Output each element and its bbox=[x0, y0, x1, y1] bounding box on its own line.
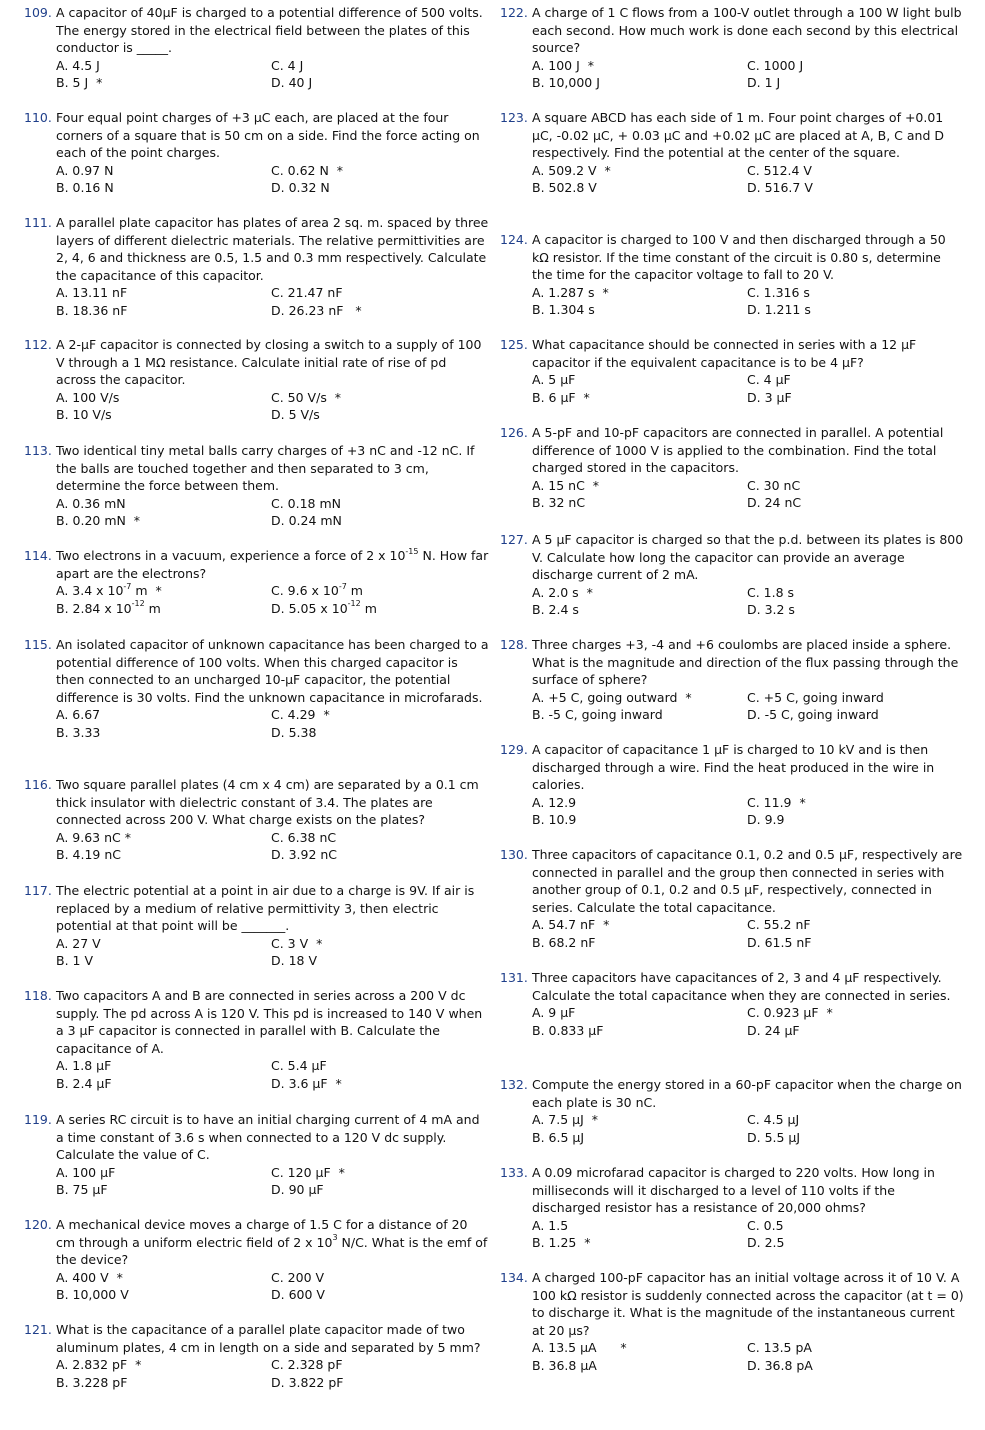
answer-option: A. 1.8 μF bbox=[56, 1058, 112, 1073]
answer-options bbox=[56, 57, 489, 92]
answer-options bbox=[532, 1111, 965, 1146]
question-115 bbox=[24, 636, 489, 741]
question-text: A capacitor of capacitance 1 μF is charged to 10 kV and is then discharged through a wire. Find the heat produced in the wire in calories. bbox=[532, 742, 935, 792]
answer-options bbox=[532, 477, 965, 512]
answer-option: C. 0.923 μF * bbox=[747, 1005, 833, 1020]
question-header bbox=[24, 4, 489, 57]
question-133 bbox=[500, 1164, 965, 1252]
question-text: Two identical tiny metal balls carry charges of +3 nC and -12 nC. If the balls are touched together and then separated to 3 cm, determine the force between them. bbox=[56, 443, 475, 493]
answer-option: B. 0.16 N bbox=[56, 180, 114, 195]
answer-option: D. 5.05 x $10^{-12}$ m bbox=[271, 599, 377, 616]
question-text: Compute the energy stored in a 60-pF capacitor when the charge on each plate is 30 nC. bbox=[532, 1077, 962, 1110]
question-number: 127. bbox=[500, 532, 528, 547]
question-number: 134. bbox=[500, 1270, 528, 1285]
question-header bbox=[24, 1216, 489, 1269]
answer-options bbox=[56, 706, 489, 741]
question-130 bbox=[500, 846, 965, 951]
question-117 bbox=[24, 882, 489, 970]
answer-option: D. 9.9 bbox=[747, 812, 785, 827]
question-number: 119. bbox=[24, 1112, 52, 1127]
question-number: 133. bbox=[500, 1165, 528, 1180]
answer-option: D. 18 V bbox=[271, 953, 318, 968]
question-131 bbox=[500, 969, 965, 1039]
question-header bbox=[500, 109, 965, 162]
question-113 bbox=[24, 442, 489, 530]
answer-option: D. 1.211 s bbox=[747, 302, 811, 317]
question-header bbox=[500, 846, 965, 916]
answer-option: A. 13.5 μA * bbox=[532, 1340, 627, 1355]
question-header bbox=[500, 531, 965, 584]
answer-option: D. 40 J bbox=[271, 75, 313, 90]
answer-options bbox=[532, 162, 965, 197]
question-text: Two electrons in a vacuum, experience a force of 2 x $10^{-15}$ N. How far apart are the electrons? bbox=[56, 546, 489, 581]
question-123 bbox=[500, 109, 965, 197]
answer-option: B. 0.833 μF bbox=[532, 1022, 604, 1038]
answer-options bbox=[532, 916, 965, 951]
answer-option: C. 3 V * bbox=[271, 935, 323, 951]
answer-options bbox=[56, 284, 489, 319]
question-number: 121. bbox=[24, 1322, 52, 1337]
question-text: Three capacitors of capacitance 0.1, 0.2 and 0.5 μF, respectively are connected in parallel and the group then connected in series with another group of 0.1, 0.2 and 0.5 μF, respectively, connected in series. Calculate the total capacitance. bbox=[532, 847, 963, 915]
question-text: A 5-pF and 10-pF capacitors are connected in parallel. A potential difference of 1000 V is applied to the combination. Find the total charged stored in the capacitors. bbox=[532, 425, 944, 475]
answer-option: C. +5 C, going inward bbox=[747, 689, 884, 705]
answer-option: B. 5 J * bbox=[56, 75, 103, 90]
answer-option: B. 6 μF * bbox=[532, 389, 590, 405]
answer-option: B. 36.8 μA bbox=[532, 1357, 597, 1373]
answer-option: C. 55.2 nF bbox=[747, 917, 811, 932]
answer-option: A. 12.9 bbox=[532, 794, 577, 810]
question-number: 126. bbox=[500, 425, 528, 440]
question-120 bbox=[24, 1216, 489, 1304]
question-header bbox=[500, 1076, 965, 1111]
question-121 bbox=[24, 1321, 489, 1391]
answer-option: D. 5.5 μJ bbox=[747, 1129, 801, 1145]
answer-option: A. 0.36 mN bbox=[56, 495, 126, 511]
question-116 bbox=[24, 776, 489, 864]
answer-option: A. 5 μF bbox=[532, 372, 576, 387]
answer-option: C. 1000 J bbox=[747, 57, 804, 73]
question-number: 122. bbox=[500, 5, 528, 20]
answer-option: D. 0.24 mN bbox=[271, 513, 342, 528]
answer-option: C. 512.4 V bbox=[747, 162, 812, 178]
answer-option: C. 1.316 s bbox=[747, 284, 810, 300]
answer-option: B. 10.9 bbox=[532, 812, 577, 827]
question-number: 125. bbox=[500, 337, 528, 352]
answer-option: B. 0.20 mN * bbox=[56, 513, 141, 528]
answer-option: A. 6.67 bbox=[56, 707, 101, 722]
answer-options bbox=[532, 57, 965, 92]
question-text: Three charges +3, -4 and +6 coulombs are placed inside a sphere. What is the magnitude and direction of the flux passing through the surface of sphere? bbox=[532, 637, 959, 687]
answer-option: C. 30 nC bbox=[747, 477, 801, 493]
answer-option: C. 21.47 nF bbox=[271, 285, 343, 300]
answer-options bbox=[56, 495, 489, 530]
answer-options bbox=[56, 1356, 489, 1391]
question-number: 131. bbox=[500, 970, 528, 985]
question-number: 114. bbox=[24, 548, 52, 563]
answer-option: D. 61.5 nF bbox=[747, 934, 812, 950]
question-128 bbox=[500, 636, 965, 724]
question-118 bbox=[24, 987, 489, 1092]
answer-option: B. 1 V bbox=[56, 953, 93, 968]
question-122 bbox=[500, 4, 965, 92]
answer-option: A. 100 V/s bbox=[56, 389, 120, 405]
question-header bbox=[500, 336, 965, 371]
question-number: 113. bbox=[24, 443, 52, 458]
answer-option: B. 2.4 μF bbox=[56, 1075, 112, 1091]
question-text: A charge of 1 C flows from a 100-V outlet through a 100 W light bulb each second. How much work is done each second by this electrical source? bbox=[532, 5, 962, 55]
question-text: A capacitor of 40μF is charged to a potential difference of 500 volts. The energy stored in the electrical field between the plates of this conductor is _____. bbox=[56, 5, 483, 55]
answer-option: B. 75 μF bbox=[56, 1182, 108, 1197]
answer-option: D. 3.822 pF bbox=[271, 1374, 344, 1390]
answer-option: A. 0.97 N bbox=[56, 162, 114, 178]
question-header bbox=[24, 442, 489, 495]
answer-option: C. 200 V bbox=[271, 1269, 325, 1285]
answer-option: D. 600 V bbox=[271, 1287, 325, 1302]
answer-option: C. 5.4 μF bbox=[271, 1058, 327, 1073]
question-text: A capacitor is charged to 100 V and then discharged through a 50 kΩ resistor. If the time constant of the circuit is 0.80 s, determine the time for the capacitor voltage to fall to 20 V. bbox=[532, 232, 946, 282]
question-header bbox=[500, 969, 965, 1004]
answer-option: D. 3 μF bbox=[747, 389, 792, 405]
question-129 bbox=[500, 741, 965, 829]
answer-option: C. 4 μF bbox=[747, 372, 791, 387]
answer-option: A. 9 μF bbox=[532, 1005, 576, 1020]
answer-option: A. 1.287 s * bbox=[532, 284, 609, 300]
question-header bbox=[24, 882, 489, 935]
answer-options bbox=[56, 389, 489, 424]
question-header bbox=[500, 424, 965, 477]
answer-option: C. 4.5 μJ bbox=[747, 1112, 800, 1127]
question-114 bbox=[24, 547, 489, 617]
answer-option: A. 3.4 x $10^{-7}$ m * bbox=[56, 581, 162, 598]
answer-option: B. 4.19 nC bbox=[56, 847, 121, 862]
answer-option: D. 1 J bbox=[747, 75, 781, 90]
answer-option: D. 3.92 nC bbox=[271, 847, 338, 862]
answer-option: C. 50 V/s * bbox=[271, 389, 342, 405]
answer-option: D. -5 C, going inward bbox=[747, 707, 879, 722]
question-text: A 5 μF capacitor is charged so that the p.d. between its plates is 800 V. Calculate how long the capacitor can provide an average discharge current of 2 mA. bbox=[532, 532, 964, 582]
question-header bbox=[500, 1269, 965, 1339]
answer-options bbox=[56, 935, 489, 970]
question-number: 111. bbox=[24, 215, 52, 230]
question-number: 110. bbox=[24, 110, 52, 125]
answer-option: A. 7.5 μJ * bbox=[532, 1112, 598, 1127]
question-124 bbox=[500, 231, 965, 319]
answer-option: B. 10,000 V bbox=[56, 1287, 129, 1302]
question-number: 116. bbox=[24, 777, 52, 792]
question-header bbox=[500, 231, 965, 284]
answer-options bbox=[532, 284, 965, 319]
question-number: 130. bbox=[500, 847, 528, 862]
question-text: Two capacitors A and B are connected in series across a 200 V dc supply. The pd across A is 120 V. This pd is increased to 140 V when a 3 μF capacitor is connected in parallel with B. Calculate the capacitance of A. bbox=[56, 988, 483, 1056]
answer-option: A. 54.7 nF * bbox=[532, 917, 610, 932]
question-number: 112. bbox=[24, 337, 52, 352]
answer-option: B. 1.304 s bbox=[532, 302, 595, 317]
question-text: A charged 100-pF capacitor has an initial voltage across it of 10 V. A 100 kΩ resistor is suddenly connected across the capacitor (at t = 0) to discharge it. What is the magnitude of the instantaneous current at 20 μs? bbox=[532, 1270, 964, 1338]
answer-option: D. 5 V/s bbox=[271, 407, 320, 422]
answer-option: C. 11.9 * bbox=[747, 794, 806, 810]
question-text: Three capacitors have capacitances of 2, 3 and 4 μF respectively. Calculate the total capacitance when they are connected in series. bbox=[532, 970, 951, 1003]
answer-options bbox=[532, 371, 965, 406]
answer-option: D. 2.5 bbox=[747, 1235, 785, 1250]
question-text: A series RC circuit is to have an initial charging current of 4 mA and a time constant of 3.6 s when connected to a 120 V dc supply. Calculate the value of C. bbox=[56, 1112, 480, 1162]
question-text: What is the capacitance of a parallel plate capacitor made of two aluminum plates, 4 cm in length on a side and separated by 5 mm? bbox=[56, 1322, 481, 1355]
question-number: 128. bbox=[500, 637, 528, 652]
answer-option: B. 502.8 V bbox=[532, 180, 597, 195]
answer-option: D. 5.38 bbox=[271, 724, 317, 740]
answer-option: B. 3.228 pF bbox=[56, 1374, 128, 1390]
answer-option: A. 1.5 bbox=[532, 1217, 569, 1233]
answer-options bbox=[532, 1004, 965, 1039]
answer-option: D. 26.23 nF * bbox=[271, 302, 362, 318]
question-134 bbox=[500, 1269, 965, 1374]
answer-option: C. 4.29 * bbox=[271, 707, 330, 722]
answer-option: C. 13.5 pA bbox=[747, 1340, 812, 1355]
question-header bbox=[24, 1111, 489, 1164]
question-header bbox=[24, 1321, 489, 1356]
answer-option: C. 1.8 s bbox=[747, 584, 795, 600]
question-number: 129. bbox=[500, 742, 528, 757]
answer-option: D. 516.7 V bbox=[747, 180, 813, 195]
question-text: A mechanical device moves a charge of 1.5 C for a distance of 20 cm through a uniform electric field of 2 x $10^3$ N/C. What is the emf of the device? bbox=[56, 1217, 488, 1267]
answer-options bbox=[56, 829, 489, 864]
question-127 bbox=[500, 531, 965, 619]
question-126 bbox=[500, 424, 965, 512]
answer-option: B. 10,000 J bbox=[532, 75, 600, 90]
answer-option: C. 4 J bbox=[271, 57, 304, 73]
question-number: 118. bbox=[24, 988, 52, 1003]
question-number: 120. bbox=[24, 1217, 52, 1232]
question-header bbox=[24, 547, 489, 582]
answer-option: B. 6.5 μJ bbox=[532, 1129, 585, 1145]
answer-option: D. 90 μF bbox=[271, 1182, 324, 1197]
question-header bbox=[500, 4, 965, 57]
answer-option: D. 0.32 N bbox=[271, 180, 330, 195]
answer-option: A. 400 V * bbox=[56, 1269, 123, 1285]
question-110 bbox=[24, 109, 489, 197]
question-text: A 2-μF capacitor is connected by closing a switch to a supply of 100 V through a 1 MΩ resistance. Calculate initial rate of rise of pd across the capacitor. bbox=[56, 337, 482, 387]
question-text: Two square parallel plates (4 cm x 4 cm) are separated by a 0.1 cm thick insulator with dielectric constant of 3.4. The plates are connected across 200 V. What charge exists on the plates? bbox=[56, 777, 479, 827]
question-header bbox=[24, 109, 489, 162]
answer-option: A. +5 C, going outward * bbox=[532, 689, 692, 705]
question-number: 117. bbox=[24, 883, 52, 898]
question-text: Four equal point charges of +3 μC each, are placed at the four corners of a square that is 50 cm on a side. Find the force acting on each of the point charges. bbox=[56, 110, 480, 160]
answer-option: C. 0.18 mN bbox=[271, 495, 342, 511]
question-112 bbox=[24, 336, 489, 424]
answer-options bbox=[56, 1164, 489, 1199]
question-number: 124. bbox=[500, 232, 528, 247]
answer-option: B. -5 C, going inward bbox=[532, 707, 663, 722]
answer-option: B. 18.36 nF bbox=[56, 302, 128, 318]
question-header bbox=[500, 741, 965, 794]
answer-option: C. 6.38 nC bbox=[271, 829, 337, 845]
answer-option: A. 15 nC * bbox=[532, 477, 600, 493]
question-number: 132. bbox=[500, 1077, 528, 1092]
question-132 bbox=[500, 1076, 965, 1146]
answer-option: A. 100 J * bbox=[532, 57, 594, 73]
question-text: An isolated capacitor of unknown capacitance has been charged to a potential difference of 100 volts. When this charged capacitor is then connected to an uncharged 10-μF capacitor, the potential difference is 30 volts. Find the unknown capacitance in microfarads. bbox=[56, 637, 489, 705]
answer-option: C. 120 μF * bbox=[271, 1164, 345, 1180]
question-text: The electric potential at a point in air due to a charge is 9V. If air is replaced by a medium of relative permittivity 3, then electric potential at that point will be _______. bbox=[56, 883, 475, 933]
question-number: 123. bbox=[500, 110, 528, 125]
answer-option: B. 1.25 * bbox=[532, 1235, 591, 1250]
question-125 bbox=[500, 336, 965, 406]
answer-option: B. 2.84 x $10^{-12}$ m bbox=[56, 599, 161, 616]
answer-options bbox=[56, 1269, 489, 1304]
answer-option: B. 32 nC bbox=[532, 495, 586, 510]
answer-option: A. 13.11 nF bbox=[56, 285, 128, 300]
answer-option: A. 2.0 s * bbox=[532, 584, 593, 600]
answer-option: C. 2.328 pF bbox=[271, 1357, 343, 1372]
answer-option: C. 0.5 bbox=[747, 1217, 784, 1233]
answer-options bbox=[532, 584, 965, 619]
answer-options bbox=[56, 162, 489, 197]
answer-options bbox=[532, 689, 965, 724]
answer-options bbox=[56, 582, 489, 617]
answer-option: A. 2.832 pF * bbox=[56, 1357, 142, 1372]
answer-option: A. 4.5 J bbox=[56, 57, 100, 73]
question-number: 109. bbox=[24, 5, 52, 20]
answer-option: B. 68.2 nF bbox=[532, 934, 596, 950]
question-111 bbox=[24, 214, 489, 319]
question-text: A parallel plate capacitor has plates of area 2 sq. m. spaced by three layers of different dielectric materials. The relative permittivities are 2, 4, 6 and thickness are 0.5, 1.5 and 0.3 mm respectively. Calculate the capacitance of this capacitor. bbox=[56, 215, 489, 283]
question-header bbox=[500, 1164, 965, 1217]
question-109 bbox=[24, 4, 489, 92]
answer-options bbox=[532, 1217, 965, 1252]
question-number: 115. bbox=[24, 637, 52, 652]
question-header bbox=[24, 987, 489, 1057]
answer-option: D. 3.6 μF * bbox=[271, 1075, 342, 1091]
answer-option: A. 9.63 nC * bbox=[56, 829, 131, 845]
question-header bbox=[24, 636, 489, 706]
answer-option: B. 3.33 bbox=[56, 724, 101, 740]
answer-options bbox=[532, 794, 965, 829]
answer-option: C. 0.62 N * bbox=[271, 162, 344, 178]
answer-option: D. 24 μF bbox=[747, 1022, 800, 1038]
answer-option: D. 36.8 pA bbox=[747, 1357, 813, 1373]
answer-option: B. 2.4 s bbox=[532, 602, 579, 617]
answer-option: A. 100 μF bbox=[56, 1164, 116, 1180]
question-header bbox=[24, 214, 489, 284]
answer-option: A. 509.2 V * bbox=[532, 162, 611, 178]
answer-options bbox=[532, 1339, 965, 1374]
answer-options bbox=[56, 1057, 489, 1092]
question-text: What capacitance should be connected in series with a 12 μF capacitor if the equivalent capacitance is to be 4 μF? bbox=[532, 337, 917, 370]
question-header bbox=[500, 636, 965, 689]
answer-option: D. 3.2 s bbox=[747, 602, 795, 617]
question-text: A 0.09 microfarad capacitor is charged to 220 volts. How long in milliseconds will it discharged to a level of 110 volts if the discharged resistor has a resistance of 20,000 ohms? bbox=[532, 1165, 935, 1215]
answer-option: A. 27 V bbox=[56, 935, 101, 951]
question-header bbox=[24, 776, 489, 829]
question-119 bbox=[24, 1111, 489, 1199]
answer-option: D. 24 nC bbox=[747, 495, 802, 510]
question-text: A square ABCD has each side of 1 m. Four point charges of +0.01 μC, -0.02 μC, + 0.03 μC and +0.02 μC are placed at A, B, C and D respectively. Find the potential at the center of the square. bbox=[532, 110, 944, 160]
answer-option: B. 10 V/s bbox=[56, 407, 112, 422]
answer-option: C. 9.6 x $10^{-7}$ m bbox=[271, 581, 363, 598]
question-header bbox=[24, 336, 489, 389]
